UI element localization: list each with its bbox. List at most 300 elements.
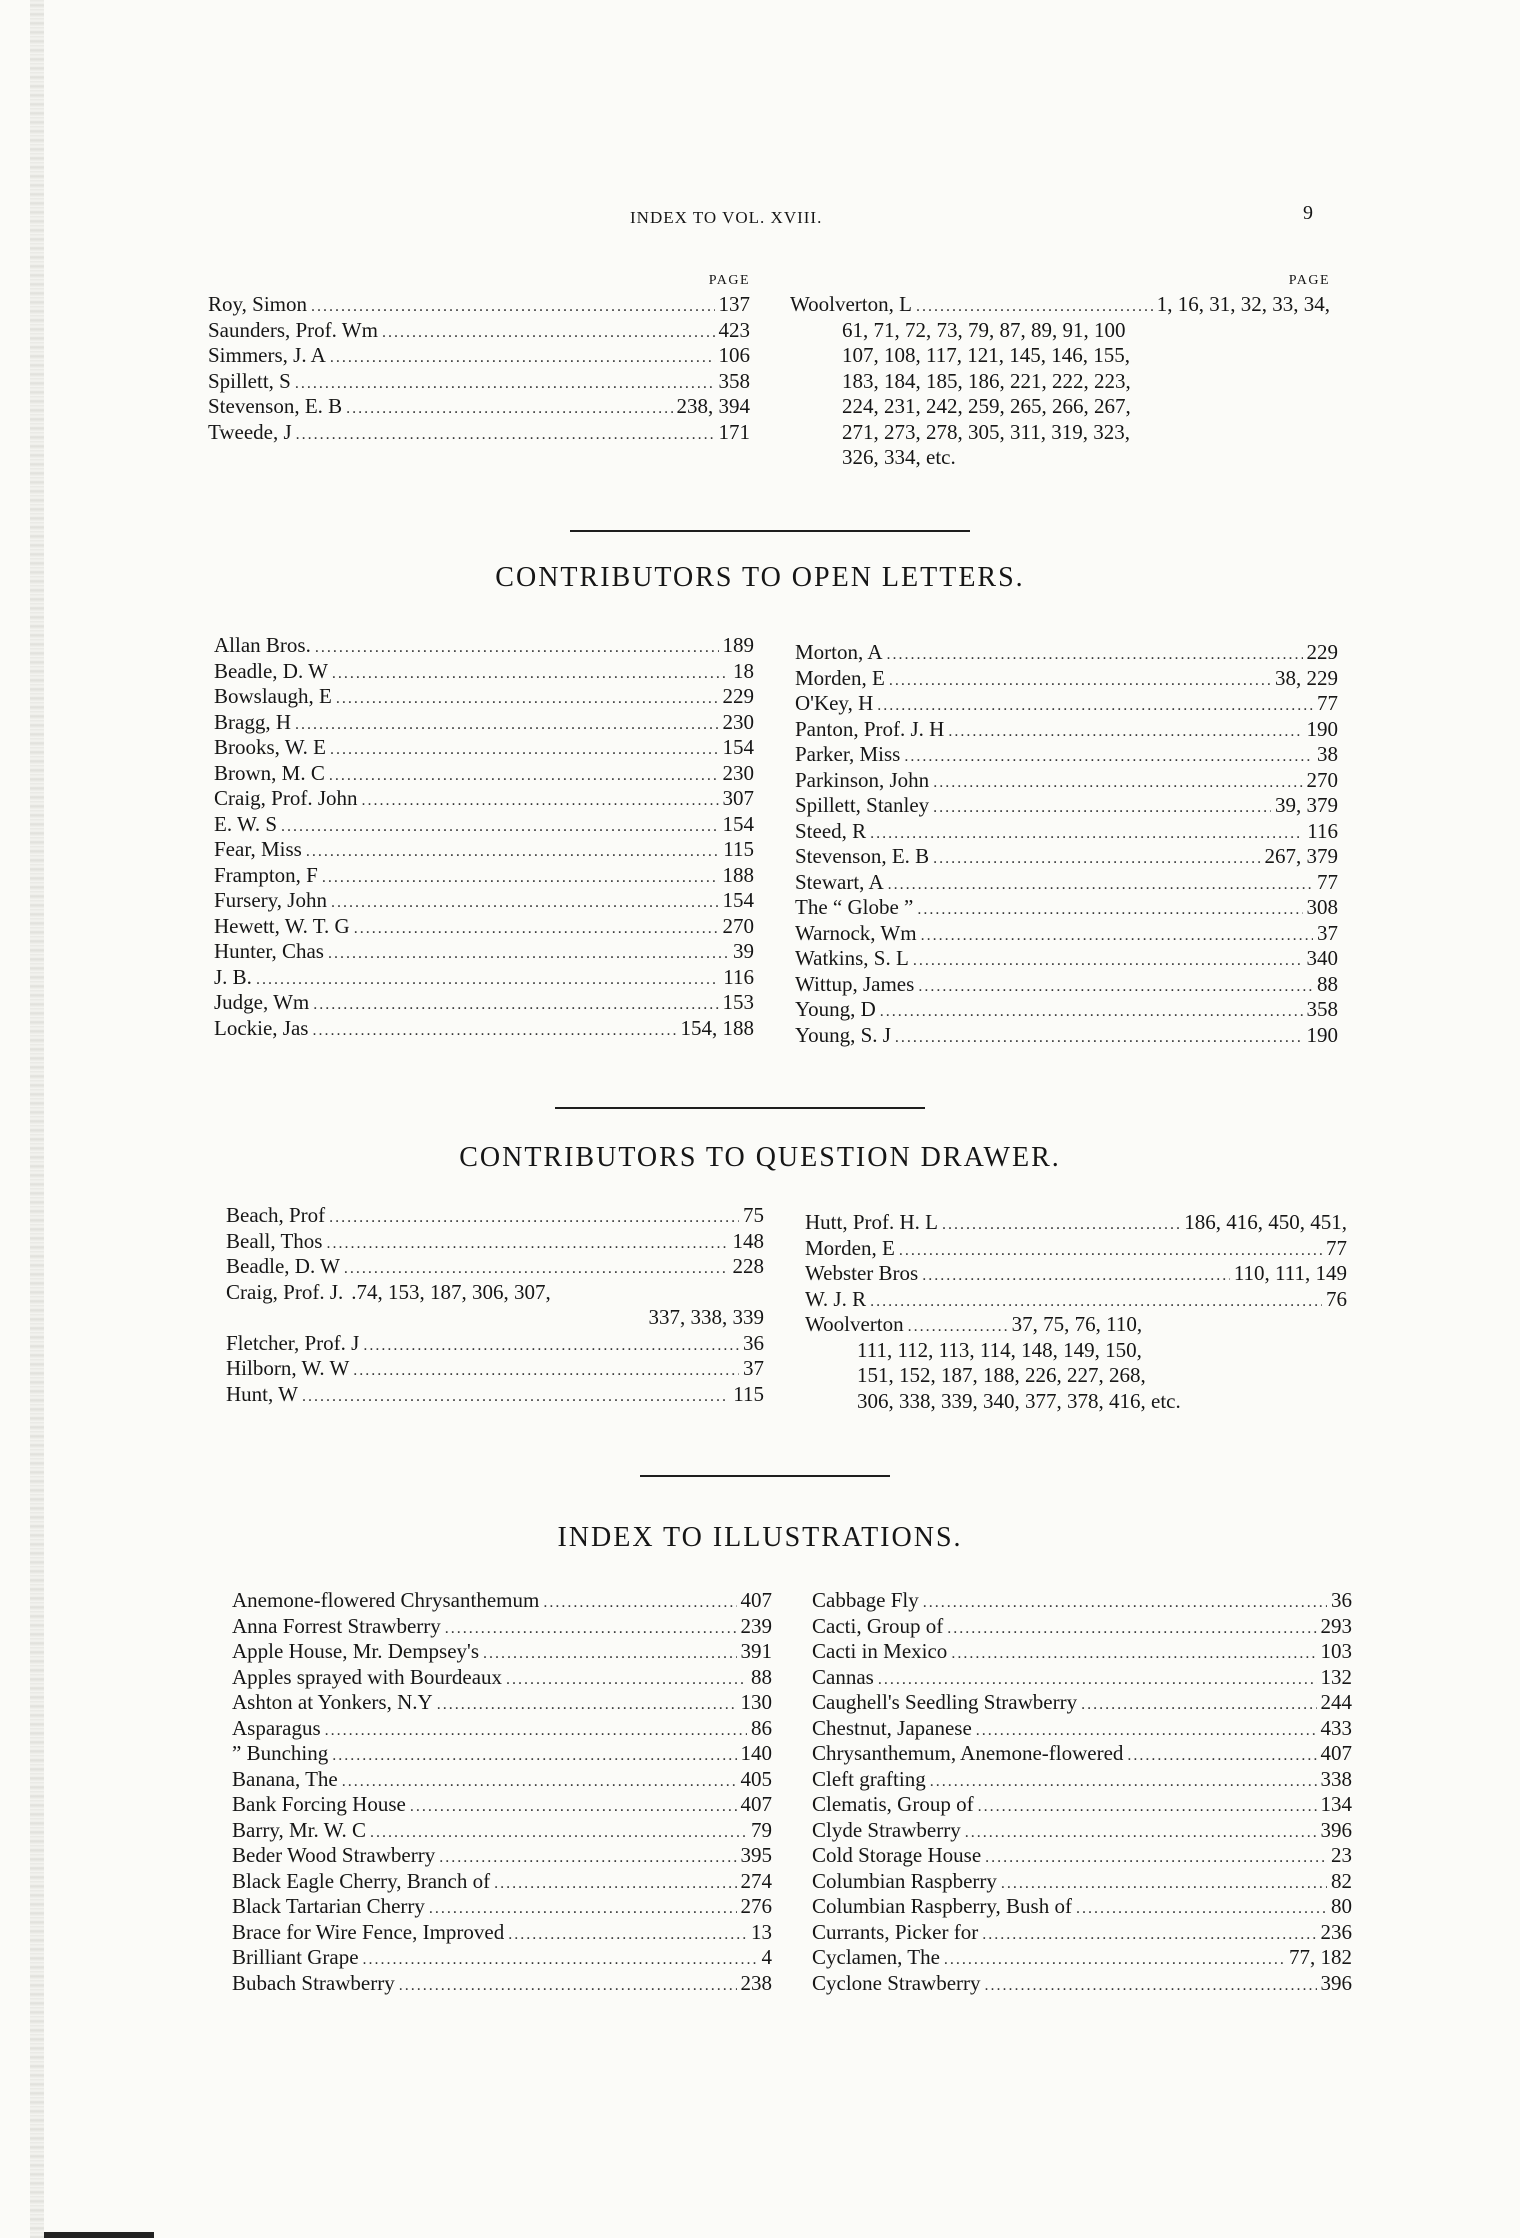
leader-dots <box>1001 1869 1327 1897</box>
entry-pages: 13 <box>751 1919 772 1944</box>
entry-name: Apple House, Mr. Dempsey's <box>232 1639 480 1663</box>
entry-name: Columbian Raspberry <box>812 1868 997 1893</box>
leader-dots <box>923 1588 1327 1616</box>
entry-list <box>226 1203 764 1280</box>
index-entry <box>795 1023 1338 1049</box>
index-entry <box>226 1280 764 1306</box>
entry-name: Parker, Miss <box>795 742 901 766</box>
entry-name: Hutt, Prof. H. L <box>805 1210 938 1234</box>
entry-name: Black Tartarian Cherry <box>232 1894 425 1918</box>
leader-dots <box>916 292 1153 320</box>
entry-name: Beder Wood Strawberry <box>232 1843 436 1867</box>
index-entry <box>214 659 754 685</box>
leader-dots <box>439 1843 736 1871</box>
index-entry <box>232 1639 772 1665</box>
leader-dots <box>918 972 1313 1000</box>
entry-name: O'Key, H <box>795 691 874 715</box>
leader-dots <box>363 1945 758 1973</box>
index-entry <box>214 812 754 838</box>
entry-pages: 228 <box>732 1254 764 1278</box>
entry-pages: 116 <box>1307 818 1338 843</box>
index-entry <box>232 1690 772 1716</box>
entry-name: Brace for Wire Fence, Improved <box>232 1919 505 1944</box>
entry-pages: 82 <box>1331 1868 1352 1893</box>
leader-dots <box>295 710 719 738</box>
leader-dots <box>326 1229 728 1257</box>
section-heading-question-drawer: CONTRIBUTORS TO QUESTION DRAWER. <box>459 1142 1061 1173</box>
entry-name: Hunter, Chas <box>214 939 324 963</box>
leader-dots <box>889 666 1271 694</box>
entry-pages: 37 <box>1317 920 1338 945</box>
index-entry <box>214 684 754 710</box>
section-rule <box>570 530 970 532</box>
continuation-lines <box>790 318 1330 471</box>
index-entry <box>208 420 750 446</box>
entry-name: Bragg, H <box>214 709 291 734</box>
entry-name: Roy, Simon <box>208 292 307 316</box>
entry-name: Hilborn, W. W <box>226 1356 350 1380</box>
index-entry <box>214 888 754 914</box>
index-entry <box>812 1767 1352 1793</box>
continuation-line: 151, 152, 187, 188, 226, 227, 268, <box>857 1363 1146 1387</box>
continued-left-column <box>208 270 750 445</box>
entry-pages: 154 <box>722 735 754 759</box>
scan-edge <box>30 0 44 2238</box>
entry-name: Lockie, Jas <box>214 1015 309 1040</box>
entry-name: Black Eagle Cherry, Branch of <box>232 1868 491 1893</box>
entry-pages: 229 <box>722 684 754 708</box>
index-entry <box>805 1312 1347 1338</box>
index-entry <box>812 1843 1352 1869</box>
index-entry <box>805 1261 1347 1287</box>
continuation-line: 337, 338, 339 <box>648 1305 764 1329</box>
index-entry <box>790 292 1330 318</box>
page-column-label: PAGE <box>1288 273 1330 288</box>
index-entry <box>812 1894 1352 1920</box>
entry-name: Banana, The <box>232 1766 338 1791</box>
entry-pages: 407 <box>740 1588 772 1612</box>
entry-pages: 244 <box>1320 1690 1352 1714</box>
entry-name: Tweede, J <box>208 419 292 444</box>
running-title: INDEX TO VOL. XVIII. <box>630 208 823 227</box>
entry-pages: 190 <box>1306 1022 1338 1047</box>
entry-pages: 110, 111, 149 <box>1233 1261 1347 1285</box>
index-entry <box>208 394 750 420</box>
leader-dots <box>346 394 672 422</box>
entry-pages: 77 <box>1317 869 1338 894</box>
leader-dots <box>306 837 719 865</box>
entry-name: Clematis, Group of <box>812 1792 974 1816</box>
entry-name: Brilliant Grape <box>232 1945 359 1969</box>
index-entry <box>226 1331 764 1357</box>
leader-dots <box>917 895 1302 923</box>
entry-name: Anna Forrest Strawberry <box>232 1613 441 1638</box>
leader-dots <box>888 870 1313 898</box>
entry-name: Fletcher, Prof. J <box>226 1330 360 1355</box>
section-heading-open-letters: CONTRIBUTORS TO OPEN LETTERS. <box>495 562 1025 593</box>
index-entry <box>812 1869 1352 1895</box>
index-entry <box>214 761 754 787</box>
index-entry <box>812 1792 1352 1818</box>
entry-pages: 79 <box>751 1817 772 1842</box>
entry-name: Morton, A <box>795 640 883 664</box>
entry-pages: 230 <box>722 760 754 785</box>
entry-pages: 153 <box>722 990 754 1014</box>
entry-pages: 36 <box>743 1330 764 1355</box>
question-drawer-right-column <box>805 1210 1347 1414</box>
leader-dots <box>410 1792 737 1820</box>
entry-name: Cyclamen, The <box>812 1945 940 1969</box>
entry-name: The “ Globe ” <box>795 895 914 919</box>
entry-name: Morden, E <box>805 1235 895 1260</box>
entry-pages: 137 <box>718 292 750 316</box>
index-entry <box>812 1614 1352 1640</box>
entry-pages: 236 <box>1320 1919 1352 1944</box>
leader-dots <box>483 1639 736 1667</box>
index-entry <box>812 1690 1352 1716</box>
index-entry <box>812 1639 1352 1665</box>
entry-name: Panton, Prof. J. H <box>795 716 945 741</box>
entry-name: E. W. S <box>214 811 278 836</box>
index-entry <box>795 946 1338 972</box>
entry-name: Bowslaugh, E <box>214 684 332 708</box>
entry-name: Young, S. J <box>795 1022 891 1047</box>
index-entry <box>812 1665 1352 1691</box>
entry-name: Caughell's Seedling Strawberry <box>812 1690 1078 1714</box>
entry-name: Columbian Raspberry, Bush of <box>812 1894 1072 1918</box>
entry-pages: 274 <box>740 1868 772 1893</box>
entry-pages: 358 <box>718 368 750 393</box>
entry-pages: 229 <box>1306 640 1338 664</box>
entry-name: W. J. R <box>805 1286 867 1311</box>
leader-dots <box>354 914 719 942</box>
leader-dots <box>330 735 718 763</box>
entry-name: Stevenson, E. B <box>795 844 930 868</box>
entry-pages: 103 <box>1320 1639 1352 1663</box>
leader-dots <box>330 343 715 371</box>
leader-dots <box>985 1971 1317 1999</box>
leader-dots <box>965 1818 1317 1846</box>
index-entry <box>795 640 1338 666</box>
illustrations-left-column <box>232 1588 772 1996</box>
entry-pages: 189 <box>722 633 754 657</box>
entry-pages: 115 <box>733 1381 764 1406</box>
entry-pages: 140 <box>740 1741 772 1765</box>
entry-name: Saunders, Prof. Wm <box>208 317 378 342</box>
leader-dots <box>887 640 1303 668</box>
entry-name: Bubach Strawberry <box>232 1970 395 1995</box>
index-entry <box>812 1716 1352 1742</box>
index-entry <box>214 939 754 965</box>
index-entry <box>214 786 754 812</box>
entry-name: Cyclone Strawberry <box>812 1970 981 1995</box>
entry-name: Anemone-flowered Chrysanthemum <box>232 1588 540 1612</box>
index-entry <box>812 1588 1352 1614</box>
index-entry <box>232 1665 772 1691</box>
entry-name: Beadle, D. W <box>226 1254 340 1278</box>
index-entry <box>232 1792 772 1818</box>
entry-pages: 18 <box>733 658 754 683</box>
leader-dots <box>506 1665 747 1693</box>
index-entry <box>812 1945 1352 1971</box>
entry-name: Cold Storage House <box>812 1843 982 1867</box>
entry-pages: 407 <box>1320 1741 1352 1765</box>
index-entry <box>795 717 1338 743</box>
index-entry <box>226 1229 764 1255</box>
continuation-line: 326, 334, etc. <box>842 445 956 469</box>
leader-dots <box>325 1716 747 1744</box>
leader-dots <box>311 292 715 320</box>
entry-pages: 106 <box>718 343 750 367</box>
leader-dots <box>332 1741 736 1769</box>
entry-pages: 340 <box>1306 946 1338 970</box>
continued-right-column <box>790 270 1330 471</box>
index-entry <box>226 1356 764 1382</box>
index-entry <box>232 1920 772 1946</box>
leader-dots <box>904 742 1313 770</box>
index-entry <box>226 1203 764 1229</box>
page-column-label: PAGE <box>708 273 750 288</box>
index-entry <box>232 1588 772 1614</box>
leader-dots <box>437 1690 737 1718</box>
leader-dots <box>985 1843 1327 1871</box>
leader-dots <box>315 633 719 661</box>
entry-pages: 433 <box>1320 1715 1352 1740</box>
entry-name: Currants, Picker for <box>812 1919 979 1944</box>
entry-name: Hunt, W <box>226 1381 298 1406</box>
leader-dots <box>296 420 715 448</box>
leader-dots <box>1081 1690 1316 1718</box>
entry-name: Frampton, F <box>214 862 318 887</box>
index-entry <box>795 742 1338 768</box>
index-entry <box>232 1614 772 1640</box>
section-heading-illustrations: INDEX TO ILLUSTRATIONS. <box>557 1522 963 1553</box>
question-drawer-left-column <box>226 1203 764 1407</box>
entry-name: Cannas <box>812 1664 874 1689</box>
index-entry <box>812 1971 1352 1997</box>
entry-pages: 239 <box>740 1613 772 1638</box>
entry-pages: 190 <box>1306 716 1338 741</box>
leader-dots <box>331 888 719 916</box>
leader-dots <box>913 946 1303 974</box>
entry-name: Spillett, S <box>208 368 291 393</box>
entry-pages: 308 <box>1306 895 1338 919</box>
entry-name: Brown, M. C <box>214 760 325 785</box>
index-entry <box>208 343 750 369</box>
entry-name: Steed, R <box>795 818 867 843</box>
index-entry <box>226 1254 764 1280</box>
entry-pages: .74, 153, 187, 306, 307, <box>351 1279 551 1304</box>
entry-name: Beach, Prof <box>226 1203 326 1227</box>
entry-name: Webster Bros <box>805 1261 919 1285</box>
leader-dots <box>332 659 729 687</box>
entry-name: Morden, E <box>795 665 885 690</box>
leader-dots <box>353 1356 739 1384</box>
entry-pages: 395 <box>740 1843 772 1867</box>
continuation-line: 61, 71, 72, 73, 79, 87, 89, 91, 100 <box>842 317 1126 342</box>
entry-name: Simmers, J. A <box>208 343 326 367</box>
entry-name: Judge, Wm <box>214 990 310 1014</box>
entry-name: Warnock, Wm <box>795 920 917 945</box>
entry-pages: 37 <box>743 1356 764 1380</box>
entry-pages: 86 <box>751 1715 772 1740</box>
index-entry <box>214 735 754 761</box>
entry-pages: 77 <box>1317 691 1338 715</box>
entry-name: Beall, Thos <box>226 1228 323 1253</box>
section-rule <box>640 1475 890 1477</box>
index-entry <box>805 1287 1347 1313</box>
leader-dots <box>1076 1894 1327 1922</box>
entry-pages: 132 <box>1320 1664 1352 1689</box>
continuation-line: 183, 184, 185, 186, 221, 222, 223, <box>842 368 1131 393</box>
leader-dots <box>344 1254 729 1282</box>
index-entry <box>795 844 1338 870</box>
index-entry <box>214 710 754 736</box>
entry-name: Brooks, W. E <box>214 735 327 759</box>
leader-dots <box>543 1588 736 1616</box>
index-entry <box>214 914 754 940</box>
index-entry <box>232 1945 772 1971</box>
entry-list <box>805 1210 1347 1312</box>
continuation-line: 271, 273, 278, 305, 311, 319, 323, <box>842 419 1130 444</box>
leader-dots <box>322 863 719 891</box>
index-entry <box>208 318 750 344</box>
entry-pages: 39 <box>733 939 754 963</box>
open-letters-left-column <box>214 633 754 1041</box>
leader-dots <box>302 1382 729 1410</box>
index-entry <box>208 369 750 395</box>
leader-dots <box>870 1287 1322 1315</box>
leader-dots <box>329 761 719 789</box>
index-entry <box>226 1382 764 1408</box>
entry-name: Craig, Prof. J. <box>226 1279 344 1304</box>
entry-list <box>226 1331 764 1408</box>
leader-dots <box>982 1920 1316 1948</box>
index-entry <box>795 793 1338 819</box>
entry-name: Hewett, W. T. G <box>214 913 350 938</box>
entry-name: Bank Forcing House <box>232 1792 406 1816</box>
entry-name: Young, D <box>795 997 876 1021</box>
entry-pages: 405 <box>740 1766 772 1791</box>
index-entry <box>805 1210 1347 1236</box>
leader-dots <box>870 819 1303 847</box>
leader-dots <box>922 1261 1230 1289</box>
leader-dots <box>445 1614 737 1642</box>
entry-pages: 230 <box>722 709 754 734</box>
index-entry <box>795 691 1338 717</box>
entry-name: Watkins, S. L <box>795 946 909 970</box>
illustrations-right-column <box>812 1588 1352 1996</box>
entry-pages: 75 <box>743 1203 764 1227</box>
leader-dots <box>336 684 719 712</box>
entry-name: J. B. <box>214 964 252 989</box>
leader-dots <box>342 1767 737 1795</box>
index-entry <box>214 990 754 1016</box>
entry-pages: 267, 379 <box>1264 844 1338 868</box>
entry-pages: 293 <box>1320 1613 1352 1638</box>
entry-pages: 391 <box>740 1639 772 1663</box>
entry-pages: 270 <box>722 913 754 938</box>
index-entry <box>232 1818 772 1844</box>
entry-pages: 396 <box>1320 1970 1352 1995</box>
leader-dots <box>328 939 729 967</box>
page-number: 9 <box>1303 202 1313 224</box>
entry-pages: 23 <box>1331 1843 1352 1867</box>
leader-dots <box>942 1210 1180 1238</box>
entry-name: Stewart, A <box>795 869 884 894</box>
entry-pages: 154 <box>722 888 754 912</box>
index-entry <box>232 1767 772 1793</box>
open-letters-right-column <box>795 640 1338 1048</box>
entry-pages: 358 <box>1306 997 1338 1021</box>
leader-dots <box>908 1312 1008 1340</box>
index-entry <box>812 1818 1352 1844</box>
entry-pages: 407 <box>740 1792 772 1816</box>
index-entry <box>795 768 1338 794</box>
index-entry <box>208 292 750 318</box>
leader-dots <box>947 1614 1316 1642</box>
entry-name: Wittup, James <box>795 971 915 996</box>
entry-name: Cacti in Mexico <box>812 1639 948 1663</box>
entry-name: Cabbage Fly <box>812 1588 919 1612</box>
entry-pages: 77 <box>1326 1235 1347 1260</box>
leader-dots <box>933 793 1271 821</box>
index-entry <box>805 1236 1347 1262</box>
entry-pages: 423 <box>718 317 750 342</box>
index-entry <box>795 997 1338 1023</box>
index-entry <box>232 1843 772 1869</box>
entry-pages: 76 <box>1326 1286 1347 1311</box>
page-header <box>0 202 1520 236</box>
entry-name: Parkinson, John <box>795 767 930 792</box>
continuation-line: 111, 112, 113, 114, 148, 149, 150, <box>857 1337 1142 1362</box>
leader-dots <box>895 1023 1303 1051</box>
leader-dots <box>930 1767 1317 1795</box>
entry-name: ” Bunching <box>232 1741 329 1765</box>
index-entry <box>795 870 1338 896</box>
leader-dots <box>933 844 1260 872</box>
leader-dots <box>978 1792 1317 1820</box>
index-entry <box>795 819 1338 845</box>
entry-name: Apples sprayed with Bourdeaux <box>232 1664 503 1689</box>
leader-dots <box>948 717 1302 745</box>
index-entry <box>795 972 1338 998</box>
scan-edge-mark <box>44 2232 154 2238</box>
entry-name: Stevenson, E. B <box>208 394 343 418</box>
entry-name: Allan Bros. <box>214 633 311 657</box>
continuation-lines <box>805 1338 1347 1415</box>
leader-dots <box>399 1971 737 1999</box>
entry-name: Ashton at Yonkers, N.Y <box>232 1690 433 1714</box>
entry-pages: 134 <box>1320 1792 1352 1816</box>
entry-pages: 1, 16, 31, 32, 33, 34, <box>1156 292 1330 316</box>
leader-dots <box>370 1818 747 1846</box>
entry-pages: 130 <box>740 1690 772 1714</box>
leader-dots <box>295 369 715 397</box>
leader-dots <box>944 1945 1285 1973</box>
entry-pages: 238 <box>740 1970 772 1995</box>
entry-pages: 171 <box>718 419 750 444</box>
entry-pages: 36 <box>1331 1588 1352 1612</box>
entry-pages: 116 <box>723 964 754 989</box>
index-entry <box>795 921 1338 947</box>
leader-dots <box>880 997 1303 1025</box>
entry-pages: 4 <box>761 1945 772 1969</box>
entry-name: Craig, Prof. John <box>214 786 358 810</box>
leader-dots <box>921 921 1313 949</box>
index-entry <box>214 837 754 863</box>
entry-name: Barry, Mr. W. C <box>232 1817 366 1842</box>
